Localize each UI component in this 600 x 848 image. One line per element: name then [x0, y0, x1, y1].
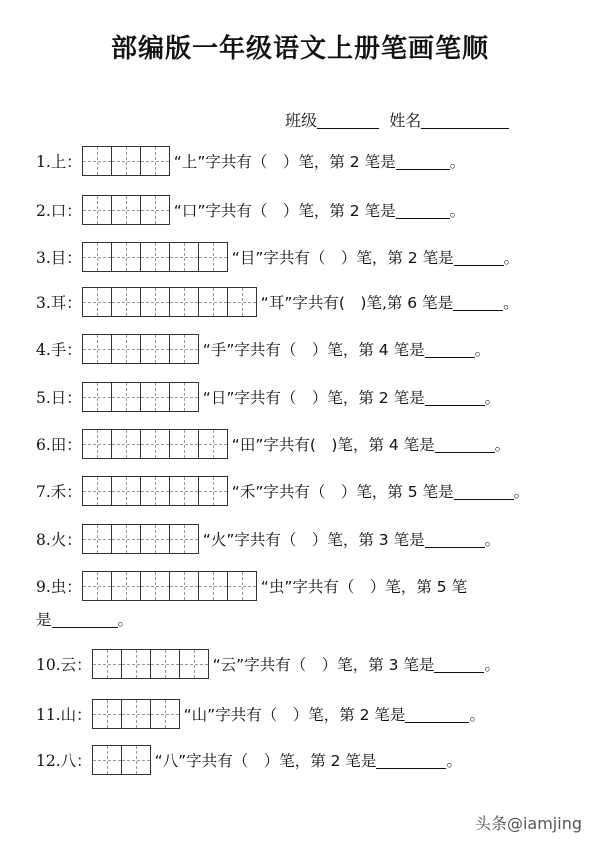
- grid-cell[interactable]: [111, 571, 141, 601]
- answer-blank[interactable]: [376, 752, 446, 769]
- grid-cell[interactable]: [169, 334, 199, 364]
- grid-cell[interactable]: [140, 382, 170, 412]
- grid-cell[interactable]: [140, 242, 170, 272]
- question-continuation: [36, 608, 133, 630]
- question-row-9: [36, 522, 500, 556]
- question-row-11: [36, 647, 500, 681]
- answer-blank[interactable]: [454, 483, 514, 500]
- writing-grid[interactable]: [92, 649, 209, 679]
- question-text: “山”字共有（ ）笔，第 2 笔是: [183, 706, 406, 724]
- watermark: 头条@iamjing: [474, 814, 582, 833]
- question-end: 。: [469, 706, 485, 724]
- question-text: “田”字共有( )笔，第 4 笔是: [231, 436, 435, 454]
- question-row-3: [36, 240, 519, 274]
- grid-cell[interactable]: [198, 429, 228, 459]
- grid-cell[interactable]: [82, 195, 112, 225]
- grid-cell[interactable]: [150, 649, 180, 679]
- grid-cell[interactable]: [121, 699, 151, 729]
- question-row-6: [36, 380, 500, 414]
- question-end: 。: [484, 531, 501, 549]
- grid-cell[interactable]: [92, 699, 122, 729]
- grid-cell[interactable]: [82, 287, 112, 317]
- grid-cell[interactable]: [169, 524, 199, 554]
- grid-cell[interactable]: [82, 524, 112, 554]
- grid-cell[interactable]: [140, 334, 170, 364]
- grid-cell[interactable]: [92, 649, 122, 679]
- question-row-8: [36, 474, 529, 508]
- grid-cell[interactable]: [121, 745, 151, 775]
- writing-grid[interactable]: [82, 524, 199, 554]
- grid-cell[interactable]: [169, 287, 199, 317]
- writing-grid[interactable]: [82, 242, 228, 272]
- grid-cell[interactable]: [198, 571, 228, 601]
- question-text: “日”字共有（ ）笔，第 2 笔是: [202, 389, 425, 407]
- question-number: 3.目：: [36, 249, 82, 267]
- continuation-text: 是: [36, 611, 52, 629]
- answer-blank[interactable]: [454, 249, 504, 266]
- grid-cell[interactable]: [227, 287, 257, 317]
- question-text: “耳”字共有( )笔,第 6 笔是: [260, 294, 454, 312]
- grid-cell[interactable]: [82, 242, 112, 272]
- grid-cell[interactable]: [140, 287, 170, 317]
- writing-grid[interactable]: [82, 571, 257, 601]
- grid-cell[interactable]: [111, 429, 141, 459]
- question-end: 。: [503, 249, 520, 267]
- question-number: 8.火：: [36, 531, 82, 549]
- answer-blank[interactable]: [396, 153, 450, 170]
- grid-cell[interactable]: [198, 242, 228, 272]
- grid-cell[interactable]: [169, 382, 199, 412]
- question-row-10: [36, 569, 467, 603]
- question-text: “火”字共有（ ）笔，第 3 笔是: [202, 531, 425, 549]
- grid-cell[interactable]: [82, 476, 112, 506]
- grid-cell[interactable]: [169, 571, 199, 601]
- question-number: 1.上：: [36, 153, 82, 171]
- grid-cell[interactable]: [179, 649, 209, 679]
- grid-cell[interactable]: [140, 195, 170, 225]
- writing-grid[interactable]: [82, 476, 228, 506]
- question-text: “云”字共有（ ）笔，第 3 笔是: [212, 656, 435, 674]
- grid-cell[interactable]: [111, 242, 141, 272]
- answer-blank[interactable]: [425, 341, 475, 358]
- question-text: “禾”字共有（ ）笔，第 5 笔是: [231, 483, 454, 501]
- answer-blank[interactable]: [453, 294, 503, 311]
- question-end: 。: [449, 202, 466, 220]
- question-row-5: [36, 332, 490, 366]
- writing-grid[interactable]: [92, 745, 151, 775]
- question-number: 10.云：: [36, 656, 92, 674]
- question-text: “口”字共有（ ）笔，第 2 笔是: [173, 202, 396, 220]
- question-end: 。: [474, 341, 491, 359]
- answer-blank[interactable]: [396, 202, 450, 219]
- grid-cell[interactable]: [82, 429, 112, 459]
- grid-cell[interactable]: [169, 429, 199, 459]
- writing-grid[interactable]: [82, 146, 170, 176]
- class-label: 班级: [285, 111, 318, 130]
- writing-grid[interactable]: [82, 287, 257, 317]
- grid-cell[interactable]: [111, 334, 141, 364]
- grid-cell[interactable]: [198, 476, 228, 506]
- grid-cell[interactable]: [111, 287, 141, 317]
- name-label: 姓名: [389, 111, 422, 130]
- grid-cell[interactable]: [140, 524, 170, 554]
- grid-cell[interactable]: [121, 649, 151, 679]
- question-end: 。: [449, 153, 466, 171]
- writing-grid[interactable]: [82, 195, 170, 225]
- grid-cell[interactable]: [198, 287, 228, 317]
- question-text: “上”字共有（ ）笔，第 2 笔是: [173, 153, 396, 171]
- grid-cell[interactable]: [140, 571, 170, 601]
- question-row-13: [36, 743, 462, 777]
- grid-cell[interactable]: [140, 476, 170, 506]
- grid-cell[interactable]: [111, 524, 141, 554]
- page-title: 部编版一年级语文上册笔画笔顺: [110, 34, 489, 64]
- question-row-12: [36, 697, 485, 731]
- grid-cell[interactable]: [140, 429, 170, 459]
- grid-cell[interactable]: [82, 571, 112, 601]
- question-number: 2.口：: [36, 202, 82, 220]
- question-end: 。: [484, 656, 500, 674]
- grid-cell[interactable]: [150, 699, 180, 729]
- question-text: “八”字共有（ ）笔，第 2 笔是: [154, 752, 377, 770]
- question-end: 。: [503, 294, 519, 312]
- grid-cell[interactable]: [82, 382, 112, 412]
- grid-cell[interactable]: [227, 571, 257, 601]
- grid-cell[interactable]: [111, 476, 141, 506]
- name-blank[interactable]: [421, 112, 509, 129]
- question-number: 7.禾：: [36, 483, 82, 501]
- grid-cell[interactable]: [82, 146, 112, 176]
- answer-blank[interactable]: [405, 706, 469, 723]
- answer-blank[interactable]: [434, 656, 484, 673]
- question-end: 。: [484, 389, 501, 407]
- question-end: 。: [446, 752, 462, 770]
- question-end: 。: [117, 611, 134, 629]
- question-row-4: [36, 285, 519, 319]
- writing-grid[interactable]: [92, 699, 180, 729]
- answer-blank[interactable]: [435, 436, 495, 453]
- question-row-1: [36, 144, 465, 178]
- grid-cell[interactable]: [169, 476, 199, 506]
- question-end: 。: [494, 436, 511, 454]
- question-row-2: [36, 193, 465, 227]
- grid-cell[interactable]: [111, 195, 141, 225]
- question-number: 3.耳：: [36, 294, 82, 312]
- writing-grid[interactable]: [82, 382, 199, 412]
- question-number: 9.虫：: [36, 578, 82, 596]
- grid-cell[interactable]: [111, 382, 141, 412]
- question-text: “虫”字共有（ ）笔，第 5 笔: [260, 578, 468, 596]
- grid-cell[interactable]: [111, 146, 141, 176]
- question-text: “手”字共有（ ）笔，第 4 笔是: [202, 341, 425, 359]
- question-text: “目”字共有（ ）笔，第 2 笔是: [231, 249, 454, 267]
- answer-blank[interactable]: [425, 389, 485, 406]
- question-row-7: [36, 427, 510, 461]
- answer-blank[interactable]: [425, 531, 485, 548]
- grid-cell[interactable]: [82, 334, 112, 364]
- grid-cell[interactable]: [92, 745, 122, 775]
- question-number: 11.山：: [36, 706, 92, 724]
- question-number: 5.日：: [36, 389, 82, 407]
- class-blank[interactable]: [317, 112, 379, 129]
- question-number: 6.田：: [36, 436, 82, 454]
- question-number: 4.手：: [36, 341, 82, 359]
- grid-cell[interactable]: [140, 146, 170, 176]
- answer-blank[interactable]: [52, 611, 118, 628]
- question-end: 。: [513, 483, 530, 501]
- writing-grid[interactable]: [82, 429, 228, 459]
- question-number: 12.八：: [36, 752, 92, 770]
- class-name-line: [285, 108, 509, 131]
- writing-grid[interactable]: [82, 334, 199, 364]
- grid-cell[interactable]: [169, 242, 199, 272]
